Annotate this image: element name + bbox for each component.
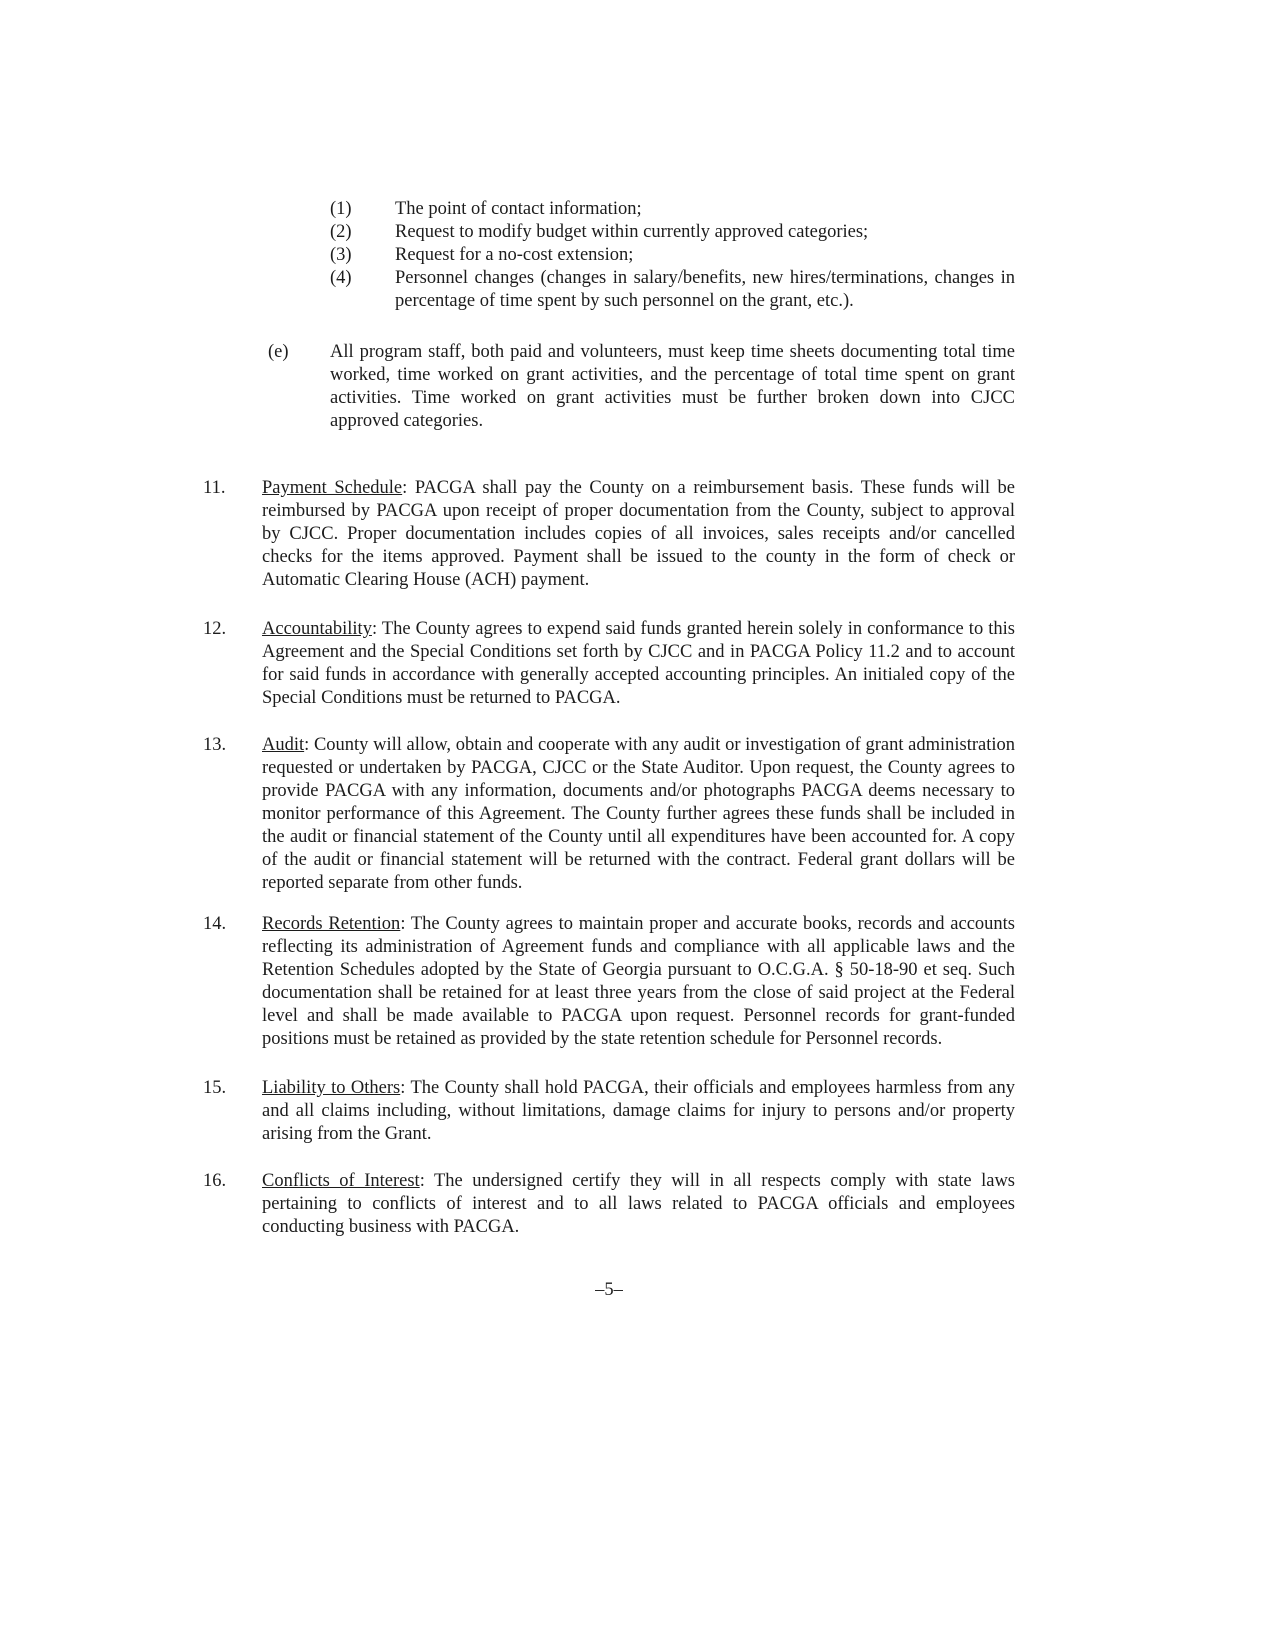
- item-body: The County agrees to expend said funds granted herein solely in conformance to this Agreement and the Special Conditions set forth by CJCC and in PACGA Policy 11.2 and to account for said funds in accordance with generally accepted accounting principles. An initialed copy of the Special Conditions must be returned to PACGA.: [262, 619, 1015, 708]
- sublist-item-3: [330, 244, 1015, 267]
- item-separator: :: [419, 1171, 425, 1191]
- numbered-item-15: [203, 1077, 1015, 1146]
- sublist-item-text: Personnel changes (changes in salary/benefits, new hires/terminations, changes in percentage of time spent by such personnel on the grant, etc.).: [395, 268, 1015, 311]
- numbered-item-12: [203, 618, 1015, 710]
- item-term: Liability to Others: [262, 1078, 401, 1098]
- item-term: Accountability: [262, 619, 372, 639]
- sublist-item-text: Request to modify budget within currently approved categories;: [395, 222, 869, 242]
- item-separator: :: [371, 619, 378, 639]
- item-body: PACGA shall pay the County on a reimbursement basis. These funds will be reimbursed by PACGA upon receipt of proper documentation from the County, subject to approval by CJCC. Proper documentation includes copies of all invoices, sales receipts and/or cancelled checks for the items approved. Payment shall be issued to the county in the form of check or Automatic Clearing House (ACH) payment.: [262, 478, 1015, 590]
- sublist-item-label: (3): [330, 245, 352, 265]
- item-number: 16.: [203, 1171, 227, 1191]
- sublist-item-4: [330, 267, 1015, 313]
- lettered-paragraph-e: [268, 341, 1015, 433]
- sublist-item-label: (1): [330, 199, 352, 219]
- sublist-item-label: (4): [330, 268, 352, 288]
- item-number: 12.: [203, 619, 227, 639]
- page-number: –5–: [595, 1280, 623, 1300]
- numbered-item-11: [203, 477, 1015, 592]
- item-body: The County agrees to maintain proper and accurate books, records and accounts reflecting its administration of Agreement funds and compliance with all applicable laws and the Retention Schedules adopted by the State of Georgia pursuant to O.C.G.A. § 50-18-90 et seq. Such documentation shall be retained for at least three years from the close of said project at the Federal level and shall be made available to PACGA upon request. Personnel records for grant-funded positions must be retained as provided by the state retention schedule for Personnel records.: [262, 914, 1015, 1049]
- item-paragraph: [262, 734, 1015, 895]
- item-number: 15.: [203, 1078, 227, 1098]
- item-separator: :: [400, 914, 406, 934]
- item-term: Payment Schedule: [262, 478, 403, 498]
- item-number: 13.: [203, 735, 227, 755]
- lettered-paragraph-label: (e): [268, 342, 289, 362]
- item-number: 11.: [203, 478, 226, 498]
- item-separator: :: [402, 478, 408, 498]
- item-term: Audit: [262, 735, 305, 755]
- numbered-item-13: [203, 734, 1015, 895]
- sublist-item-1: [330, 198, 1015, 221]
- item-term: Records Retention: [262, 914, 401, 934]
- numbered-item-14: [203, 913, 1015, 1051]
- document-content: [203, 198, 1015, 1302]
- sublist-item-label: (2): [330, 222, 352, 242]
- item-paragraph: [262, 1170, 1015, 1239]
- item-separator: :: [304, 735, 310, 755]
- lettered-paragraph-text: All program staff, both paid and volunteers, must keep time sheets documenting total time worked, time worked on grant activities, and the percentage of total time spent on grant activities. Time worked on grant activities must be further broken down into CJCC approved categories.: [330, 342, 1015, 431]
- item-paragraph: [262, 618, 1015, 710]
- sublist-item-text: The point of contact information;: [395, 199, 642, 219]
- item-number: 14.: [203, 914, 227, 934]
- item-paragraph: [262, 477, 1015, 592]
- item-body: The County shall hold PACGA, their officials and employees harmless from any and all claims including, without limitations, damage claims for injury to persons and/or property arising from the Grant.: [262, 1078, 1015, 1144]
- item-paragraph: [262, 1077, 1015, 1146]
- numbered-sublist: [203, 198, 1015, 313]
- sublist-item-text: Request for a no-cost extension;: [395, 245, 634, 265]
- numbered-item-16: [203, 1170, 1015, 1239]
- item-term: Conflicts of Interest: [262, 1171, 420, 1191]
- sublist-item-2: [330, 221, 1015, 244]
- item-separator: :: [400, 1078, 406, 1098]
- item-body: County will allow, obtain and cooperate with any audit or investigation of grant administration requested or undertaken by PACGA, CJCC or the State Auditor. Upon request, the County agrees to provide PACGA with any information, documents and/or photographs PACGA deems necessary to monitor performance of this Agreement. The County further agrees these funds shall be included in the audit or financial statement of the County until all expenditures have been accounted for. A copy of the audit or financial statement will be returned with the contract. Federal grant dollars will be reported separate from other funds.: [262, 735, 1015, 893]
- item-paragraph: [262, 913, 1015, 1051]
- item-body: The undersigned certify they will in all respects comply with state laws pertaining to conflicts of interest and to all laws related to PACGA officials and employees conducting business with PACGA.: [262, 1171, 1015, 1237]
